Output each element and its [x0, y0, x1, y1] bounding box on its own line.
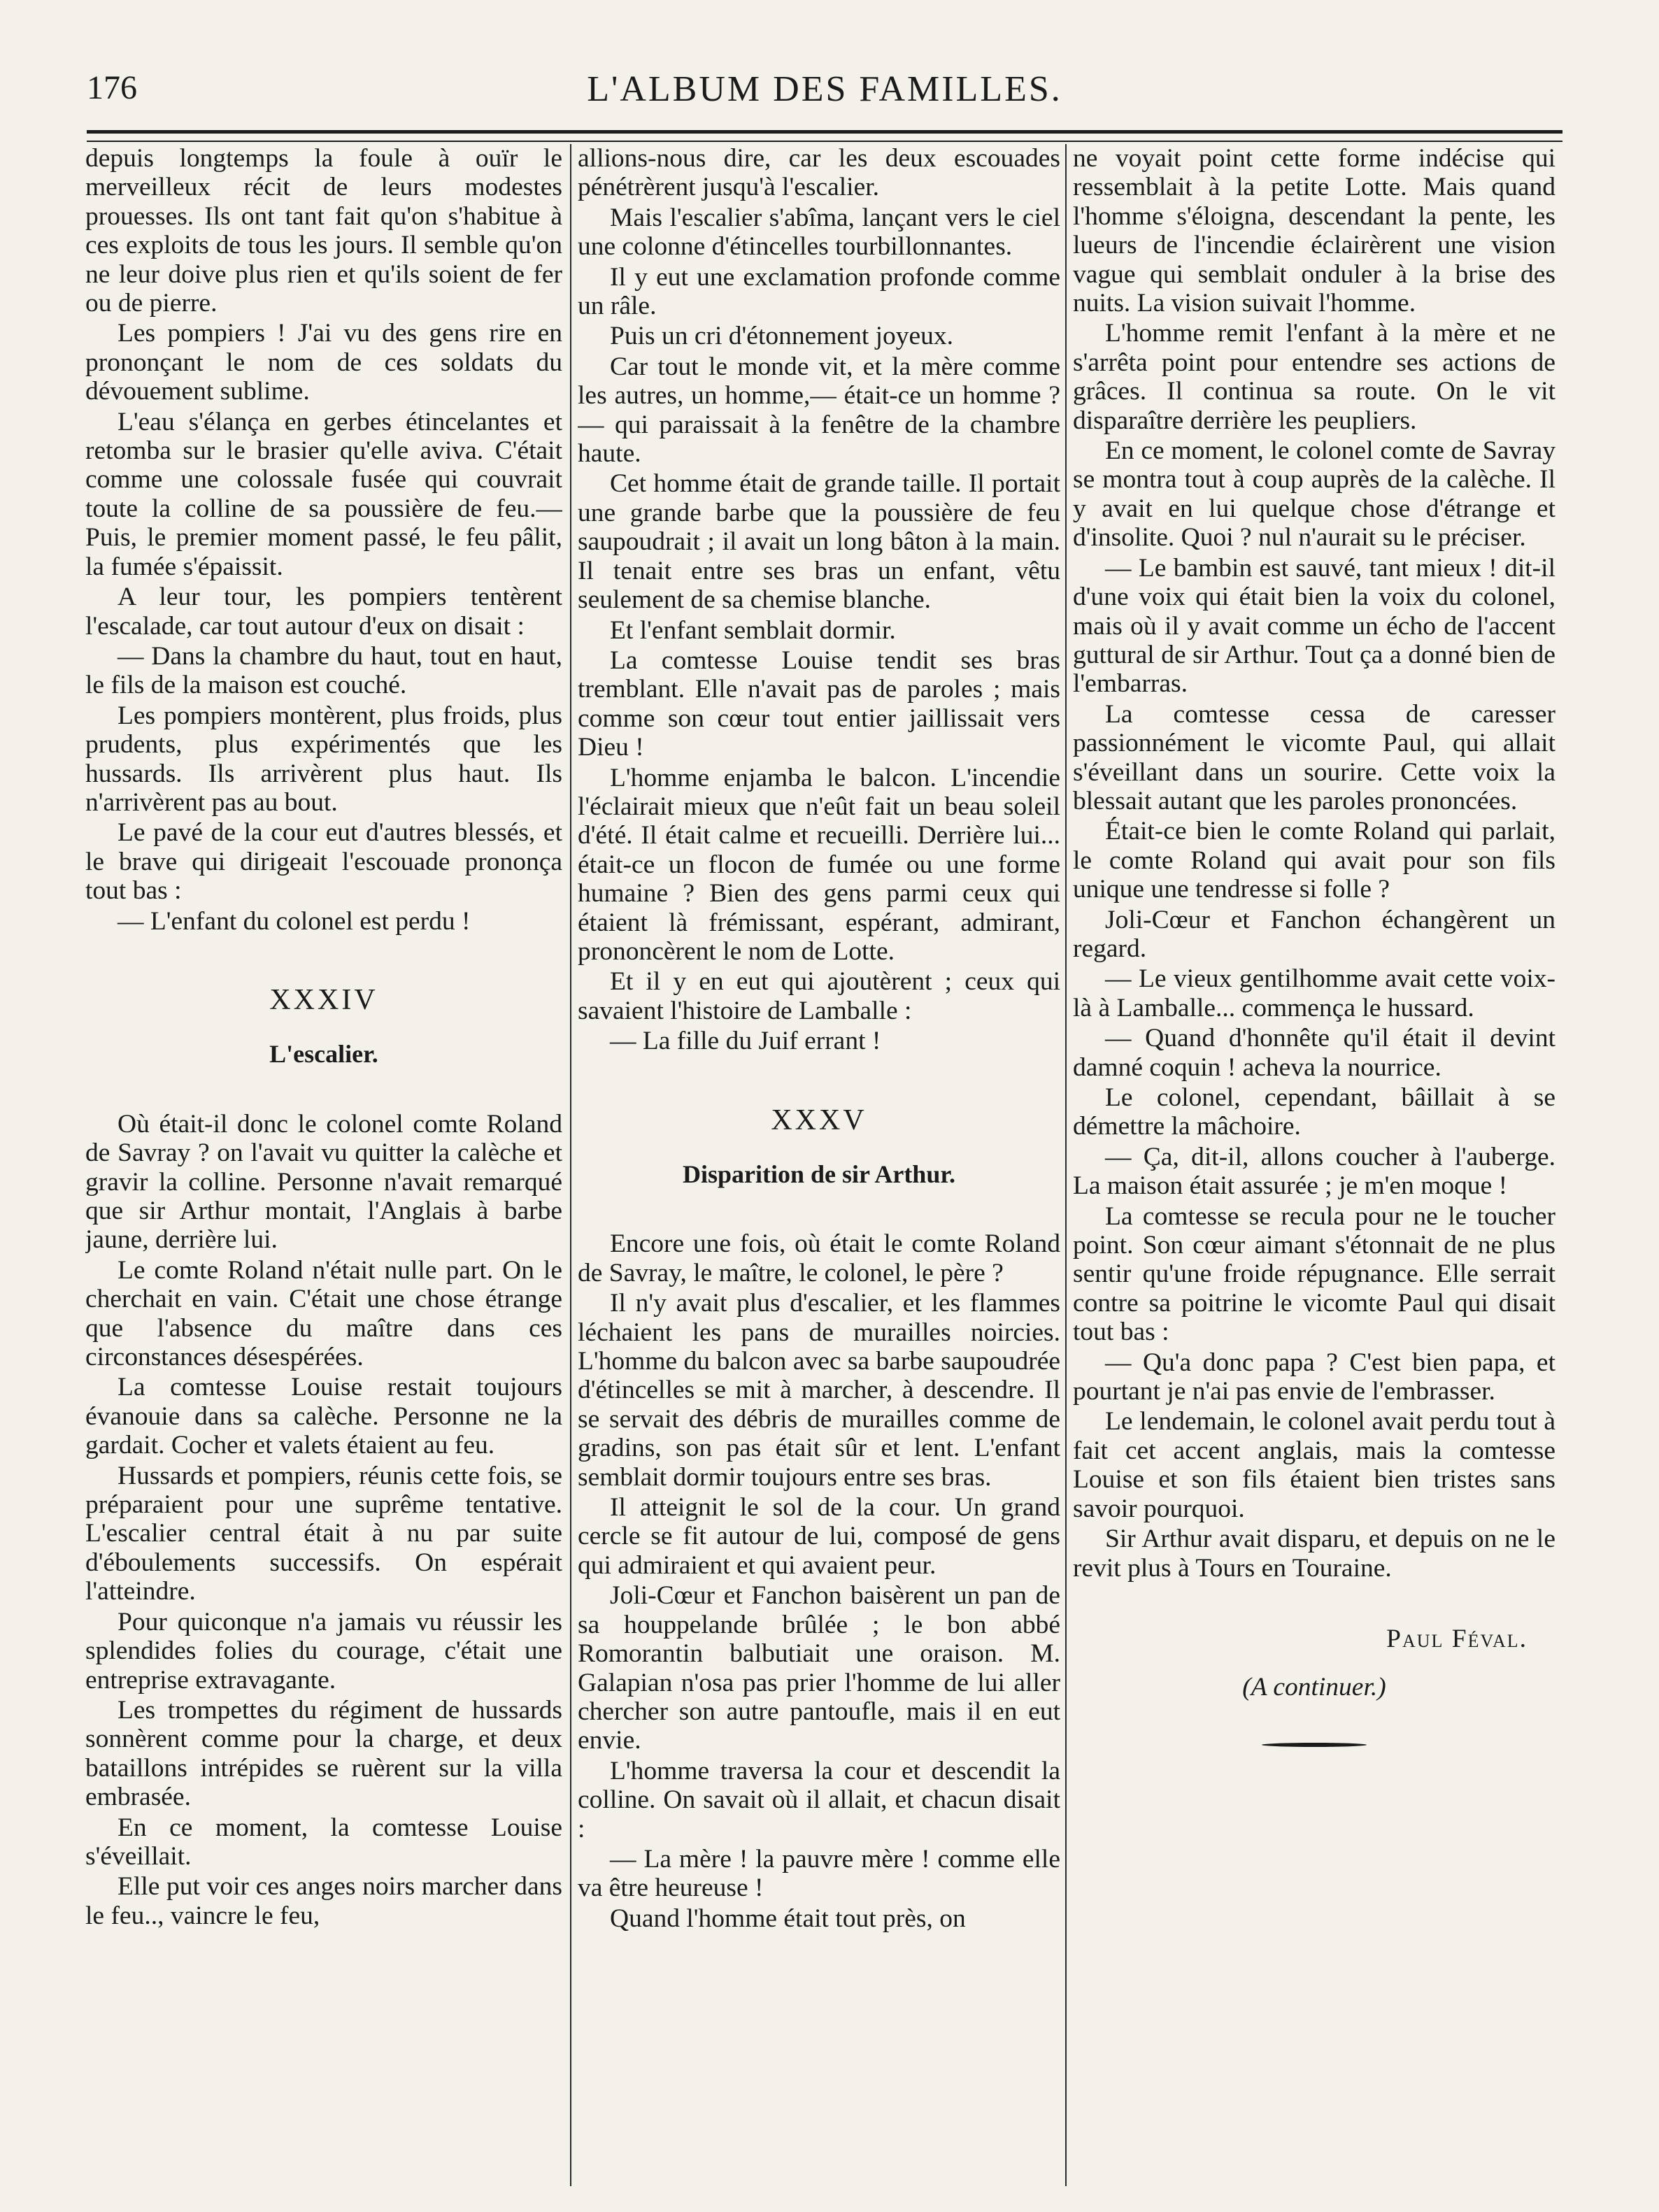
paragraph: Les trompettes du régiment de hussards sonnèrent comme pour la charge, et deux bataillons intrépides se ruèrent sur la villa embrasée. [85, 1695, 562, 1812]
paragraph: Cet homme était de grande taille. Il portait une grande barbe que la poussière de feu saupoudrait ; il avait un long bâton à la main. Il tenait entre ses bras un enfant, vêtu seulement de sa chemise blanche. [578, 469, 1060, 615]
paragraph: Le pavé de la cour eut d'autres blessés, et le brave qui dirigeait l'escouade prononça tout bas : [85, 818, 562, 906]
paragraph: — Le bambin est sauvé, tant mieux ! dit-il d'une voix qui était bien la voix du colonel, mais où il y avait comme un écho de l'accent guttural de sir Arthur. Tout ça a donné bien de l'embarras. [1073, 553, 1555, 699]
page-number: 176 [87, 69, 137, 106]
paragraph: — Dans la chambre du haut, tout en haut, le fils de la maison est couché. [85, 641, 562, 700]
paragraph: — Le vieux gentilhomme avait cette voix-là à Lamballe... commença le hussard. [1073, 964, 1555, 1022]
running-title: L'ALBUM DES FAMILLES. [587, 69, 1062, 109]
author-signature: Paul Féval. [1386, 1624, 1528, 1653]
paragraph: Pour quiconque n'a jamais vu réussir les splendides folies du courage, c'était une entreprise extravagante. [85, 1607, 562, 1694]
paragraph: Il n'y avait plus d'escalier, et les flammes léchaient les pans de murailles noircies. L'homme du balcon avec sa barbe saupoudrée d'étincelles se mit à marcher, à descendre. Il se servait des débris de murailles comme de gradins, son pas était sûr et lent. L'enfant semblait dormir toujours entre ses bras. [578, 1289, 1060, 1492]
paragraph: La comtesse se recula pour ne le toucher point. Son cœur aimant s'étonnait de ne plus sentir qu'une froide répugnance. Elle serrait contre sa poitrine le vicomte Paul qui disait tout bas : [1073, 1201, 1555, 1347]
header-double-rule [87, 130, 1562, 142]
paragraph: — Ça, dit-il, allons coucher à l'auberge. La maison était assurée ; je m'en moque ! [1073, 1142, 1555, 1201]
paragraph: Hussards et pompiers, réunis cette fois, se préparaient pour une suprême tentative. L'escalier central était à nu par suite d'éboulements successifs. On espérait l'atteindre. [85, 1461, 562, 1606]
paragraph: Où était-il donc le colonel comte Roland de Savray ? on l'avait vu quitter la calèche et gravir la colline. Personne n'avait remarqué que sir Arthur montait, l'Anglais à barbe jaune, derrière lui. [85, 1109, 562, 1255]
paragraph: La comtesse Louise restait toujours évanouie dans sa calèche. Personne ne la gardait. Cocher et valets étaient au feu. [85, 1373, 562, 1460]
paragraph: Joli-Cœur et Fanchon échangèrent un regard. [1073, 905, 1555, 963]
chapter-number: XXXV [771, 1104, 867, 1136]
page-header [87, 55, 1562, 117]
paragraph: Il y eut une exclamation profonde comme un râle. [578, 262, 1060, 321]
paragraph: Sir Arthur avait disparu, et depuis on ne le revit plus à Tours en Touraine. [1073, 1525, 1555, 1583]
paragraph: — Qu'a donc papa ? C'est bien papa, et pourtant je n'ai pas envie de l'embrasser. [1073, 1348, 1555, 1406]
paragraph: Mais l'escalier s'abîma, lançant vers le ciel une colonne d'étincelles tourbillonnantes. [578, 203, 1060, 262]
paragraph: La comtesse cessa de caresser passionnément le vicomte Paul, qui allait s'éveillant dans un sourire. Cette voix la blessait autant que les paroles prononcées. [1073, 699, 1555, 815]
paragraph: Et il y en eut qui ajoutèrent ; ceux qui savaient l'histoire de Lamballe : [578, 967, 1060, 1025]
paragraph: depuis longtemps la foule à ouïr le merveilleux récit de leurs modestes prouesses. Ils ont tant fait qu'on s'habitue à ces exploits de tous les jours. Il semble qu'on ne leur doive plus rien et qu'ils soient de fer ou de pierre. [85, 144, 562, 318]
column-2 [578, 144, 1060, 2207]
column-3 [1073, 144, 1555, 2207]
paragraph: L'eau s'élança en gerbes étincelantes et retomba sur le brasier qu'elle aviva. C'était comme une colossale fusée qui couvrait toute la colline de sa poussière de feu.— Puis, le premier moment passé, le feu pâlit, la fumée s'épaissit. [85, 407, 562, 581]
paragraph: Quand l'homme était tout près, on [610, 1904, 966, 1933]
paragraph: — La mère ! la pauvre mère ! comme elle va être heureuse ! [578, 1844, 1060, 1903]
paragraph: ne voyait point cette forme indécise qui ressemblait à la petite Lotte. Mais quand l'homme s'éloigna, descendant la pente, les lueurs de l'incendie éclairèrent une vision vague qui semblait onduler à la brise des nuits. La vision suivait l'homme. [1073, 144, 1555, 318]
paragraph: L'homme traversa la cour et descendit la colline. On savait où il allait, et chacun disait : [578, 1756, 1060, 1843]
chapter-title: Disparition de sir Arthur. [682, 1160, 956, 1188]
paragraph: En ce moment, le colonel comte de Savray se montra tout à coup auprès de la calèche. Il y avait en lui quelque chose d'étrange et d'insolite. Quoi ? nul n'aurait su le préciser. [1073, 436, 1555, 552]
paragraph: Le lendemain, le colonel avait perdu tout à fait cet accent anglais, mais la comtesse Louise et son fils étaient bien tristes sans savoir pourquoi. [1073, 1407, 1555, 1523]
paragraph: Elle put voir ces anges noirs marcher dans le feu.., vaincre le feu, [85, 1872, 562, 1930]
continued-note: (A continuer.) [1242, 1673, 1386, 1702]
chapter-title: L'escalier. [269, 1040, 378, 1069]
paragraph: Les pompiers ! J'ai vu des gens rire en prononçant le nom de ces soldats du dévouement sublime. [85, 319, 562, 406]
paragraph: — L'enfant du colonel est perdu ! [118, 906, 471, 936]
paragraph: Il atteignit le sol de la cour. Un grand cercle se fit autour de lui, composé de gens qui admiraient et qui avaient peur. [578, 1493, 1060, 1580]
paragraph: Et l'enfant semblait dormir. [610, 615, 896, 645]
paragraph: Les pompiers montèrent, plus froids, plus prudents, plus expérimentés que les hussards. Ils arrivèrent plus haut. Ils n'arrivèrent pas au bout. [85, 701, 562, 817]
paragraph: En ce moment, la comtesse Louise s'éveillait. [85, 1813, 562, 1871]
paragraph: L'homme enjamba le balcon. L'incendie l'éclairait mieux que n'eût fait un beau soleil d'été. Il était calme et recueilli. Derrière lui... était-ce un flocon de fumée ou une forme humaine ? Bien des gens parmi ceux qui étaient là frémissant, espérant, admirant, prononcèrent le nom de Lotte. [578, 763, 1060, 966]
column-divider-2 [1065, 144, 1067, 2186]
paragraph: Était-ce bien le comte Roland qui parlait, le comte Roland qui avait pour son fils unique une tendresse si folle ? [1073, 817, 1555, 904]
paragraph: L'homme remit l'enfant à la mère et ne s'arrêta point pour entendre ses actions de grâces. Il continua sa route. On le vit disparaître derrière les peupliers. [1073, 319, 1555, 435]
paragraph: Car tout le monde vit, et la mère comme les autres, un homme,— était-ce un homme ?— qui paraissait à la fenêtre de la chambre haute. [578, 352, 1060, 469]
column-divider-1 [570, 144, 571, 2186]
paragraph: La comtesse Louise tendit ses bras tremblant. Elle n'avait pas de paroles ; mais comme son cœur tout entier jaillissait vers Dieu ! [578, 645, 1060, 762]
paragraph: — La fille du Juif errant ! [610, 1027, 881, 1056]
paragraph: Puis un cri d'étonnement joyeux. [610, 322, 954, 351]
paragraph: allions-nous dire, car les deux escouades pénétrèrent jusqu'à l'escalier. [578, 144, 1060, 202]
paragraph: Encore une fois, où était le comte Roland de Savray, le maître, le colonel, le père ? [578, 1229, 1060, 1287]
paragraph: Joli-Cœur et Fanchon baisèrent un pan de sa houppelande brûlée ; le bon abbé Romorantin balbutiait une oraison. M. Galapian n'osa pas prier l'homme de lui aller chercher son autre pantoufle, mais il en eut envie. [578, 1581, 1060, 1755]
chapter-number: XXXIV [269, 983, 378, 1016]
column-1 [85, 144, 562, 2207]
paragraph: Le comte Roland n'était nulle part. On le cherchait en vain. C'était une chose étrange que l'absence du maître dans ces circonstances désespérées. [85, 1255, 562, 1372]
end-ornament-rule [1262, 1743, 1367, 1747]
paragraph: A leur tour, les pompiers tentèrent l'escalade, car tout autour d'eux on disait : [85, 583, 562, 641]
paragraph: Le colonel, cependant, bâillait à se démettre la mâchoire. [1073, 1083, 1555, 1141]
paragraph: — Quand d'honnête qu'il était il devint damné coquin ! acheva la nourrice. [1073, 1024, 1555, 1082]
